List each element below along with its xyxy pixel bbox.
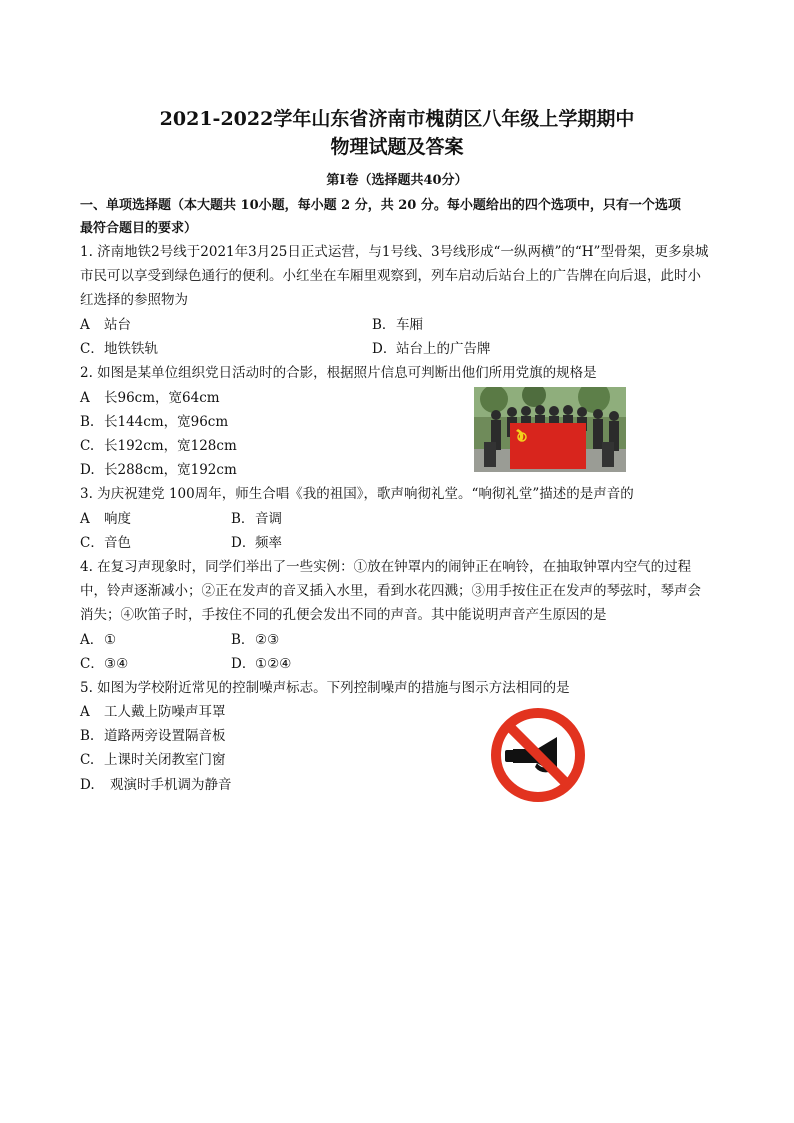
question-4-option-c: C．③④ (80, 656, 129, 672)
no-horn-sign-icon (475, 705, 601, 805)
no-horn-sign-graphic (475, 705, 601, 805)
question-4-stem: 4. 在复习声现象时，同学们举出了一些实例：①放在钟罩内的闹钟正在响铃，在抽取钟罩内空气的过程 中，铃声逐渐减小；②正在发声的音叉插入水里，看到水花四溅；③用手按住正在发声的琴弦时，琴声会 消失；④吹笛子时，手按住不同的孔便会发出不同的声音。其中能说明声音产生原因的是 (80, 559, 701, 623)
question-1-option-a: A 站台 (80, 317, 131, 333)
question-3-option-c: C．音色 (80, 535, 131, 551)
question-2-option-b: B. 长144cm，宽96cm (80, 414, 229, 430)
question-1-option-b: B．车厢 (372, 317, 423, 333)
question-3-stem: 3. 为庆祝建党 100周年，师生合唱《我的祖国》，歌声响彻礼堂。“响彻礼堂”描述的是声音的 (80, 486, 634, 502)
question-3-option-a: A 响度 (80, 511, 131, 527)
section-heading: 一、单项选择题（本大题共 10小题，每小题 2 分，共 20 分。每小题给出的四个选项中，只有一个选项 最符合题目的要求） (80, 198, 681, 236)
question-2-option-a: A 长96cm，宽64cm (80, 390, 220, 406)
question-1-stem: 1. 济南地铁2号线于2021年3月25日正式运营，与1号线、3号线形成“一纵两横”的“H”型骨架，更多泉城 市民可以享受到绿色通行的便利。小红坐在车厢里观察到，列车启动后站台上的广告牌在向后退，此时小 红选择的参照物为 (80, 244, 709, 308)
group-photo-with-flag (474, 387, 626, 472)
question-5-option-a: A 工人戴上防噪声耳罩 (80, 704, 226, 720)
question-2-stem: 2. 如图是某单位组织党日活动时的合影，根据照片信息可判断出他们所用党旗的规格是 (80, 365, 597, 381)
question-1-option-d: D．站台上的广告牌 (372, 341, 491, 357)
question-5-option-c: C. 上课时关闭教室门窗 (80, 752, 226, 768)
question-5-option-d: D. 观演时手机调为静音 (80, 777, 232, 793)
question-2-option-d: D. 长288cm，宽192cm (80, 462, 237, 478)
question-5-option-b: B. 道路两旁设置隔音板 (80, 728, 226, 744)
question-1-option-c: C．地铁铁轨 (80, 341, 158, 357)
question-4-option-d: D．①②④ (231, 656, 292, 672)
group-photo-illustration (474, 387, 626, 472)
question-5-stem: 5. 如图为学校附近常见的控制噪声标志。下列控制噪声的措施与图示方法相同的是 (80, 680, 570, 696)
doc-title: 2021-2022学年山东省济南市槐荫区八年级上学期期中 (159, 108, 635, 130)
question-4-option-b: B．②③ (231, 632, 280, 648)
part-heading: 第Ⅰ卷（选择题共40分） (326, 173, 468, 188)
question-2-option-c: C. 长192cm，宽128cm (80, 438, 237, 454)
question-3-option-d: D．频率 (231, 535, 282, 551)
question-4-option-a: A．① (80, 632, 117, 648)
question-3-option-b: B．音调 (231, 511, 282, 527)
doc-subtitle: 物理试题及答案 (330, 136, 464, 158)
